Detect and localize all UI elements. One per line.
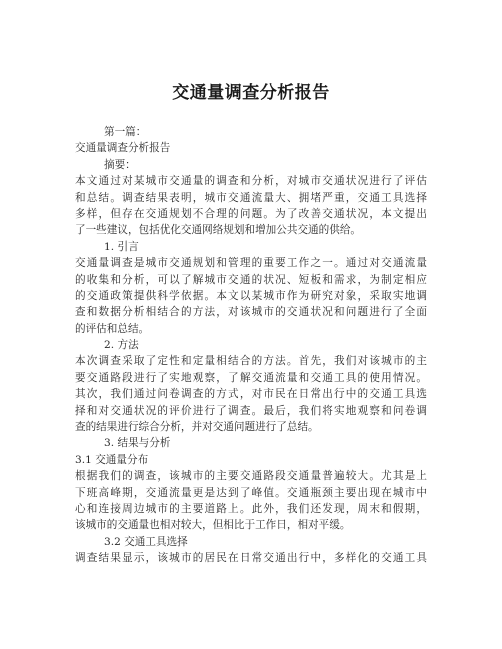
body-line: 要交通路段进行了实地观察，了解交通流量和交通工具的使用情况。 [75,371,427,384]
body-line: 摘要： [104,158,136,171]
body-line: 的评估和总结。 [75,322,150,335]
body-line: 查和数据分析相结合的方法，对该城市的交通状况和问题进行了全面 [75,306,427,319]
body-line: 1. 引言 [104,240,139,253]
body-line: 的收集和分析，可以了解城市交通的状况、短板和需求，为制定相应 [75,273,427,286]
body-line: 查的结果进行综合分析，并对交通问题进行了总结。 [75,421,319,434]
body-line: 的交通政策提供科学依据。本文以某城市作为研究对象，采取实地调 [75,289,427,302]
body-line: 心和连接周边城市的主要道路上。此外，我们还发现，周末和假期， [75,502,427,515]
document-body [75,124,427,567]
document-title: 交通量调查分析报告 [172,83,330,103]
body-line: 本文通过对某城市交通量的调查和分析，对城市交通状况进行了评估 [75,175,427,188]
body-line: 根据我们的调查，该城市的主要交通路段交通量普遍较大。尤其是上 [75,470,427,483]
body-line: 和总结。调查结果表明，城市交通流量大、拥堵严重，交通工具选择 [75,191,427,204]
body-line: 该城市的交通量也相对较大，但相比于工作日，相对平缓。 [75,519,351,532]
body-line: 调查结果显示，该城市的居民在日常交通出行中，多样化的交通工具 [75,552,427,565]
body-line: 3.1 交通量分布 [75,453,149,466]
body-line: 本次调查采取了定性和定量相结合的方法。首先，我们对该城市的主 [75,355,427,368]
body-line: 多样，但存在交通规划不合理的问题。为了改善交通状况，本文提出 [75,207,427,220]
body-line: 择和对交通状况的评价进行了调查。最后，我们将实地观察和问卷调 [75,404,427,417]
body-line: 交通量调查是城市交通规划和管理的重要工作之一。通过对交通流量 [75,257,427,270]
body-line: 3.2 交通工具选择 [104,535,188,548]
body-line: 2. 方法 [104,339,139,352]
body-line: 其次，我们通过问卷调查的方式，对市民在日常出行中的交通工具选 [75,388,427,401]
body-line: 下班高峰期，交通流量更是达到了峰值。交通瓶颈主要出现在城市中 [75,486,427,499]
body-line: 了一些建议，包括优化交通网络规划和增加公共交通的供给。 [75,224,362,237]
body-line: 第一篇： [104,126,147,138]
body-line: 交通量调查分析报告 [75,142,171,155]
body-line: 3. 结果与分析 [104,437,171,450]
